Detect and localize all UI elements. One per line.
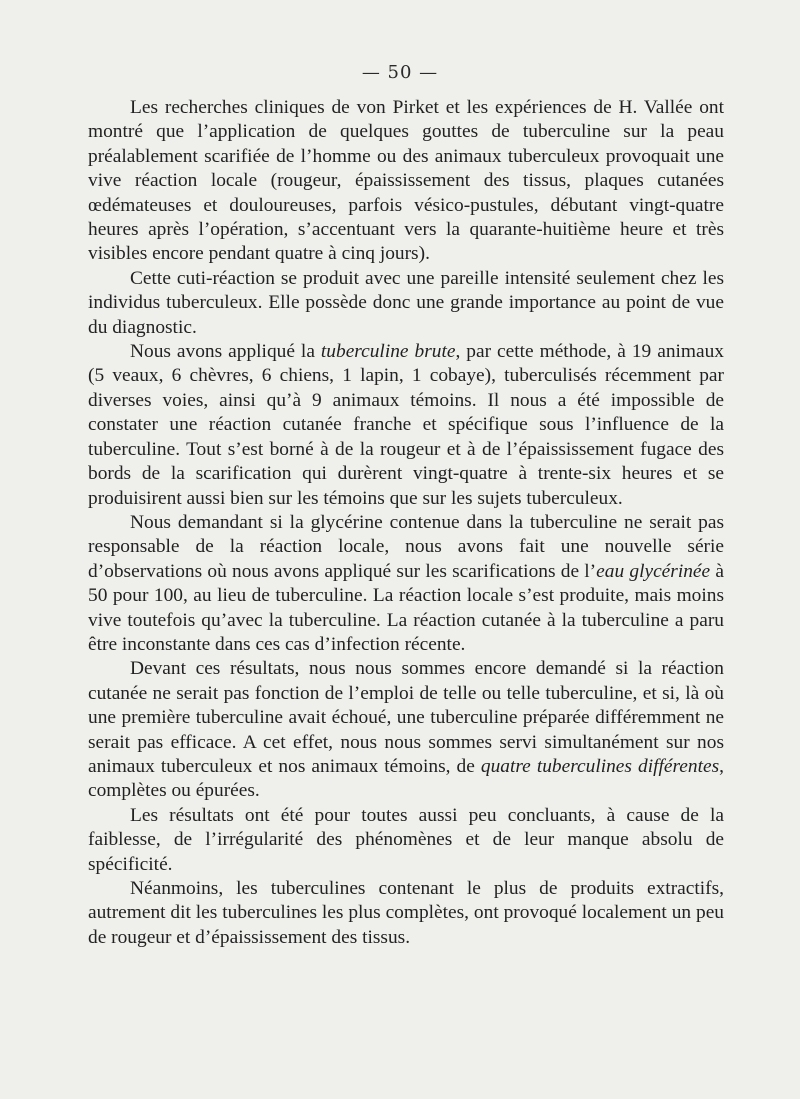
paragraph-text: Les recherches cliniques de von Pirket et les expériences de H. Vallée ont montré que l’application de quelques gouttes de tuberculine sur la peau préalablement scarifiée de l’homme ou des animaux tuberculeux provoquait une vive réaction locale (rougeur, épaississement des tissus, plaques cutanées œdémateuses et douloureuses, parfois vésico-pustules, débutant vingt-quatre heures après l’opération, s’accentuant vers la quarante-huitième heure et très visibles encore pendant quatre à cinq jours). bbox=[88, 97, 724, 265]
paragraph-text: Nous avons appliqué la bbox=[130, 341, 321, 363]
paragraph-6 bbox=[88, 804, 724, 877]
paragraph-4 bbox=[88, 511, 724, 657]
paragraph-7 bbox=[88, 877, 724, 950]
paragraph-text: Cette cuti-réaction se produit avec une pareille intensité seulement chez les individus tuberculeux. Elle possède donc une grande importance au point de vue du diagnostic. bbox=[88, 267, 724, 338]
italic-term: tuberculine brute bbox=[320, 341, 456, 363]
paragraph-5 bbox=[88, 657, 724, 803]
paragraph-text: , par cette méthode, à 19 animaux (5 veaux, 6 chèvres, 6 chiens, 1 lapin, 1 cobaye), tuberculisés récemment par diverses voies, ainsi qu’à 9 animaux témoins. Il nous a été impossible de constater une réaction cutanée franche et spécifique sous l’influence de la tuberculine. Tout s’est borné à de la rougeur et à de l’épaississement fugace des bords de la scarification qui durèrent vingt-quatre à trente-six heures et se produisirent aussi bien sur les témoins que sur les sujets tuberculeux. bbox=[88, 341, 724, 509]
paragraph-3 bbox=[88, 340, 724, 511]
paragraph-text: , complètes ou épurées. bbox=[88, 755, 724, 802]
paragraph-1 bbox=[88, 96, 724, 267]
body-text bbox=[88, 96, 724, 950]
italic-term: eau glycérinée bbox=[596, 560, 711, 582]
paragraph-2 bbox=[88, 267, 724, 340]
paragraph-text: Les résultats ont été pour toutes aussi peu concluants, à cause de la faiblesse, de l’irrégularité des phénomènes et de leur manque absolu de spécificité. bbox=[88, 804, 724, 875]
paragraph-text: à 50 pour 100, au lieu de tuberculine. La réaction locale s’est produite, mais moins vive toutefois qu’avec la tuberculine. La réaction cutanée à la tuberculine a paru être inconstante dans ces cas d’infection récente. bbox=[88, 560, 724, 655]
paragraph-text: Néanmoins, les tuberculines contenant le plus de produits extractifs, autrement dit les tuberculines les plus complètes, ont provoqué localement un peu de rougeur et d’épaississement des tissus. bbox=[88, 878, 724, 948]
paragraph-text: Nous demandant si la glycérine contenue dans la tuberculine ne serait pas responsable de la réaction locale, nous avons fait une nouvelle série d’observations où nous avons appliqué sur les scarifications de l’ bbox=[88, 511, 724, 582]
paragraph-text: Devant ces résultats, nous nous sommes encore demandé si la réaction cutanée ne serait pas fonction de l’emploi de telle ou telle tuberculine, et si, là où une première tuberculine avait échoué, une tuberculine préparée différemment ne serait pas efficace. A cet effet, nous nous sommes servi simultanément sur nos animaux tuberculeux et nos animaux témoins, de bbox=[88, 658, 724, 777]
italic-term: quatre tuberculines différentes bbox=[480, 755, 720, 777]
page-number: — 50 — bbox=[361, 62, 439, 83]
